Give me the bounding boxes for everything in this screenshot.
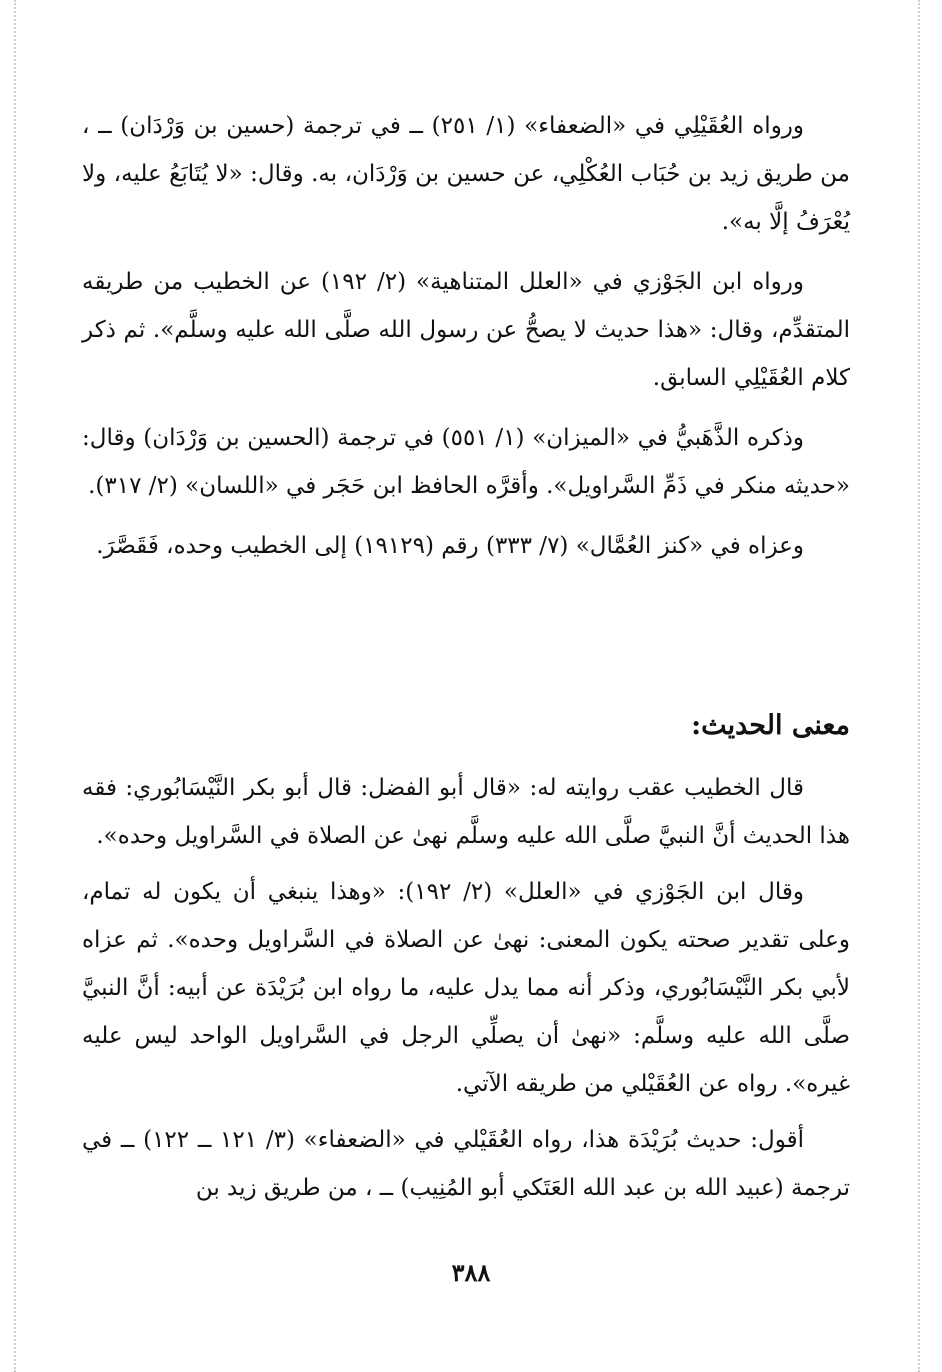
paragraph-1: ورواه العُقَيْلِي في «الضعفاء» (١/ ٢٥١) ــ في ترجمة (حسين بن وَرْدَان) ــ ، من طريق زيد بن حُبَاب العُكْلِي، عن حسين بن وَرْدَان، به. وقال: «لا يُتَابَعُ عليه، ولا يُعْرَفُ إلَّا به». <box>82 113 850 235</box>
paragraph-5: قال الخطيب عقب روايته له: «قال أبو الفضل: قال أبو بكر النَّيْسَابُوري: فقه هذا الحديث أنَّ النبيَّ صلَّى الله عليه وسلَّم نهىٰ عن الصلاة في السَّراويل وحده». <box>82 775 850 849</box>
paragraph-7: أقول: حديث بُرَيْدَة هذا، رواه العُقَيْلي في «الضعفاء» (٣/ ١٢١ ــ ١٢٢) ــ في ترجمة (عبيد الله بن عبد الله العَتَكي أبو المُنِيب) ــ ، من طريق زيد بن <box>82 1127 850 1201</box>
scan-edge-right <box>918 0 920 1372</box>
scan-edge-left <box>14 0 16 1372</box>
paragraph-4: وعزاه في «كنز العُمَّال» (٧/ ٣٣٣) رقم (١٩١٢٩) إلى الخطيب وحده، فَقَصَّرَ. <box>96 533 804 559</box>
paragraph-2: ورواه ابن الجَوْزي في «العلل المتناهية» (٢/ ١٩٢) عن الخطيب من طريقه المتقدِّم، وقال: «هذا حديث لا يصحُّ عن رسول الله صلَّى الله عليه وسلَّم». ثم ذكر كلام العُقَيْلِي السابق. <box>82 269 850 391</box>
paragraph-3: وذكره الذَّهَبيُّ في «الميزان» (١/ ٥٥١) في ترجمة (الحسين بن وَرْدَان) وقال: «حديثه منكر في ذَمِّ السَّراويل». وأقرَّه الحافظ ابن حَجَر في «اللسان» (٢/ ٣١٧). <box>82 425 850 499</box>
paragraph-6: وقال ابن الجَوْزي في «العلل» (٢/ ١٩٢): «وهذا ينبغي أن يكون له تمام، وعلى تقدير صحته يكون المعنى: نهىٰ عن الصلاة في السَّراويل وحده». ثم عزاه لأبي بكر النَّيْسَابُوري، وذكر أنه مما يدل عليه، ما رواه ابن بُرَيْدَة عن أبيه: أنَّ النبيَّ صلَّى الله عليه وسلَّم: «نهىٰ أن يصلِّي الرجل في السَّراويل الواحد ليس عليه غيره». رواه عن العُقَيْلي من طريقه الآتي. <box>82 879 850 1097</box>
page-number: ٣٨٨ <box>451 1258 491 1287</box>
section-heading: معنى الحديث: <box>691 710 850 741</box>
lower-text <box>82 764 850 1212</box>
upper-text <box>82 102 850 570</box>
